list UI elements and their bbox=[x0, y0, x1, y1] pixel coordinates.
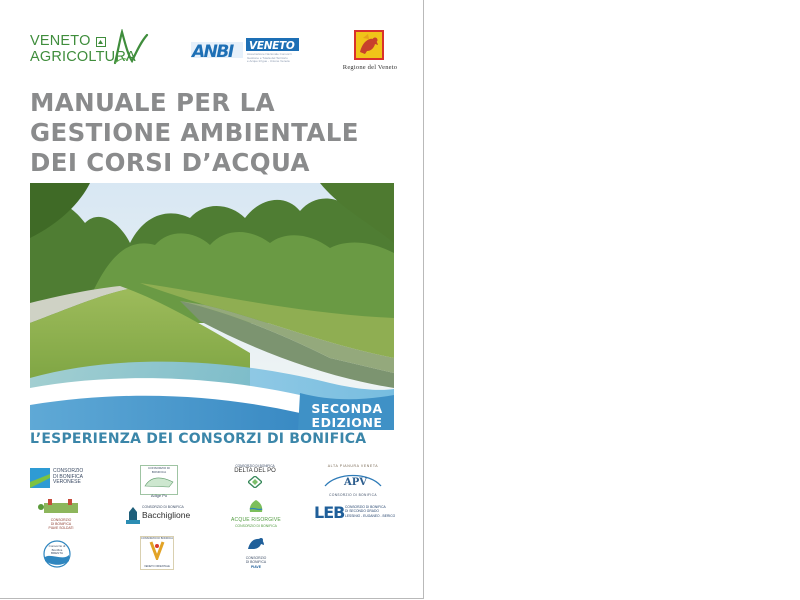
regione-veneto-logo bbox=[339, 30, 401, 74]
brenta-line-2: Bonifica bbox=[51, 547, 63, 552]
consorzio-veneto-orientale-logo bbox=[140, 536, 174, 570]
veneto-agricoltura-leaf-icon bbox=[112, 29, 152, 65]
consorzio-acque-risorgive-logo bbox=[228, 499, 284, 529]
delta-po-line-1: CONSORZIO DI BONIFICA bbox=[235, 464, 275, 468]
brenta-line-1: Consorzio di bbox=[48, 544, 66, 548]
piave-soldati-line-3: PIAVE SOLDATI bbox=[48, 526, 74, 530]
veneto-agricoltura-emblem-icon bbox=[96, 37, 106, 47]
veneto-agricoltura-line-2: AGRICOLTURA bbox=[30, 49, 136, 65]
piave-lion-icon bbox=[246, 535, 266, 551]
anbi-small-line-3: e Acque Irrigue - Unione Veneta bbox=[247, 59, 290, 64]
bacchiglione-tower-icon bbox=[126, 506, 140, 524]
canal-landscape-image bbox=[30, 183, 394, 430]
title-line-3: DEI CORSI D’ACQUA bbox=[30, 148, 310, 177]
title-line-1: MANUALE PER LA bbox=[30, 88, 275, 117]
piave-soldati-building-icon bbox=[38, 497, 84, 513]
veronese-line-3: VERONESE bbox=[53, 479, 81, 486]
canal-photo bbox=[30, 183, 394, 430]
cover-title bbox=[30, 88, 402, 178]
regione-veneto-label: Regione del Veneto bbox=[342, 64, 398, 71]
title-line-2: GESTIONE AMBIENTALE bbox=[30, 118, 359, 147]
veneto-orientale-line-1: CONSORZIO DI BONIFICA bbox=[141, 537, 173, 540]
anbi-veneto-logo bbox=[191, 38, 301, 64]
consorzio-bacchiglione-logo bbox=[126, 503, 196, 525]
acque-risorgive-emblem-icon bbox=[247, 499, 265, 513]
veneto-orientale-line-2: VENETO ORIENTALE bbox=[144, 565, 170, 568]
edition-line-1: SECONDA bbox=[311, 401, 383, 416]
delta-po-line-2: DELTA DEL PO bbox=[234, 468, 276, 474]
leb-line-2: CONSORZIO DI BONIFICA bbox=[345, 505, 386, 509]
edition-badge bbox=[302, 402, 392, 429]
piave-line-2: DI BONIFICA bbox=[245, 560, 267, 565]
piave-soldati-line-1: CONSORZIO bbox=[50, 518, 72, 522]
adige-po-line-1: CONSORZIO DI BONIFICA bbox=[147, 466, 170, 474]
veronese-line-1: CONSORZIO bbox=[53, 468, 84, 474]
edition-line-2: EDIZIONE bbox=[311, 414, 383, 430]
consorzio-brenta-logo bbox=[41, 539, 73, 569]
piave-line-1: CONSORZIO bbox=[245, 556, 267, 560]
consorzio-leb-logo bbox=[314, 503, 398, 525]
anbi-small-line-2: Gestione e Tutela del Territorio bbox=[247, 55, 288, 60]
piave-soldati-line-2: DI BONIFICA bbox=[50, 522, 72, 526]
consorzio-piave-soldati-logo bbox=[34, 497, 88, 529]
veneto-orientale-emblem-icon bbox=[147, 540, 167, 560]
acque-risorgive-line-2: CONSORZIO DI BONIFICA bbox=[235, 523, 277, 528]
consorzio-delta-po-logo bbox=[232, 464, 278, 492]
leb-line-4: LESSINIO - EUGANEO - BERICO bbox=[345, 513, 396, 518]
consorzio-piave-logo bbox=[238, 535, 274, 569]
apv-line-3: CONSORZIO DI BONIFICA bbox=[329, 492, 377, 497]
cover-subtitle: L’ESPERIENZA DEI CONSORZI DI BONIFICA bbox=[30, 431, 367, 447]
leb-mark: LEB bbox=[314, 503, 345, 522]
veneto-agricoltura-line-1: VENETO bbox=[30, 33, 91, 49]
veronese-line-2: DI BONIFICA bbox=[53, 473, 84, 480]
piave-line-3: PIAVE bbox=[251, 564, 261, 569]
delta-po-emblem-icon bbox=[248, 476, 262, 488]
leb-line-3: DI SECONDO GRADO bbox=[345, 509, 379, 514]
acque-risorgive-line-1: ACQUE RISORGIVE bbox=[231, 517, 281, 523]
veronese-emblem-icon bbox=[30, 468, 50, 488]
apv-line-1: ALTA PIANURA VENETA bbox=[327, 464, 379, 468]
svg-text:VENETO: VENETO bbox=[249, 40, 295, 52]
adige-po-map-icon bbox=[141, 474, 177, 488]
anbi-small-line-1: Associazione Nazionale Consorzi bbox=[247, 52, 292, 56]
lion-of-st-mark-icon bbox=[354, 30, 384, 60]
brenta-line-3: BRENTA bbox=[51, 551, 63, 556]
bacchiglione-line-1: CONSORZIO DI BONIFICA bbox=[142, 505, 184, 509]
veneto-agricoltura-logo bbox=[30, 33, 150, 69]
consorzio-veronese-logo bbox=[30, 466, 100, 492]
bacchiglione-line-2: Bacchiglione bbox=[142, 510, 191, 520]
adige-po-line-2: Adige Po bbox=[150, 493, 168, 498]
svg-text:ANBI: ANBI bbox=[192, 42, 233, 62]
consorzio-adige-po-logo bbox=[140, 465, 178, 498]
apv-mark: APV bbox=[344, 476, 368, 488]
apv-arc-icon bbox=[322, 470, 384, 488]
consorzio-apv-logo bbox=[322, 464, 384, 497]
